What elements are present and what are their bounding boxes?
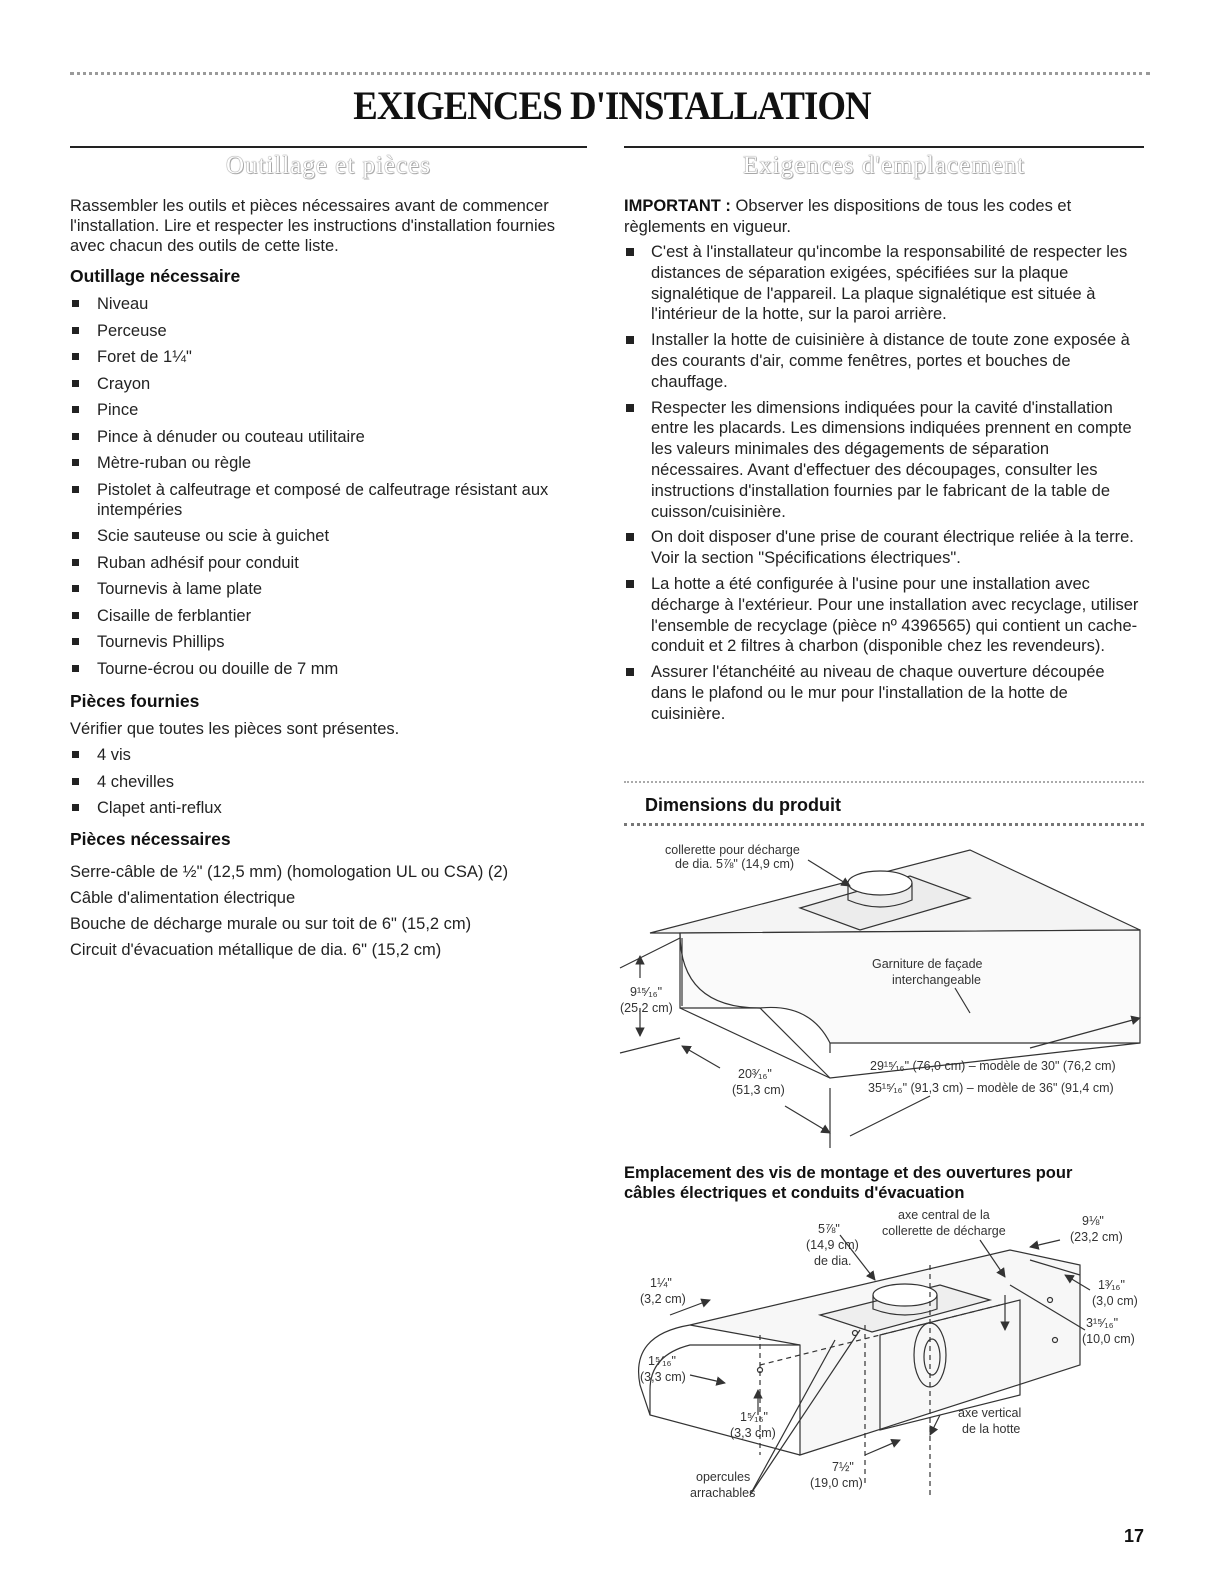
list-item: Clapet anti-reflux [70, 798, 590, 818]
page-title: EXIGENCES D'INSTALLATION [353, 83, 871, 128]
important-label: IMPORTANT : [624, 197, 731, 215]
fig1-collar-label-1: collerette pour décharge [665, 843, 800, 857]
mounting-heading-line-1: Emplacement des vis de montage et des ouvertures pour [624, 1164, 1073, 1182]
list-item: Perceuse [70, 321, 590, 341]
fig2-d5-label-1: 1³⁄₁₆" [1098, 1278, 1125, 1292]
fig2-d5-label-2: (3,0 cm) [1092, 1294, 1138, 1308]
important-note [624, 196, 1144, 237]
needed-item: Bouche de décharge murale ou sur toit de 6" (15,2 cm) [70, 915, 472, 933]
fig2-knock-label-1: opercules [696, 1470, 751, 1484]
dimensions-heading: Dimensions du produit [645, 795, 841, 815]
parts-list [70, 745, 590, 825]
fig2-dia-label-1: 5⅞" [818, 1222, 840, 1236]
important-text: Observer les dispositions de tous les codes et règlements en vigueur. [624, 197, 1072, 236]
fig1-collar-label-2: de dia. 5⅞" (14,9 cm) [675, 857, 795, 871]
list-item: Niveau [70, 294, 590, 314]
list-item: Tournevis Phillips [70, 632, 590, 652]
parts-heading: Pièces fournies [70, 691, 200, 711]
fig2-axis-label-1: axe central de la [898, 1208, 990, 1222]
list-item: 4 chevilles [70, 772, 590, 792]
fig2-d6-label-2: (10,0 cm) [1082, 1332, 1135, 1346]
dimensions-bottom-dots [624, 823, 1144, 826]
tools-list [70, 294, 590, 685]
list-item: Ruban adhésif pour conduit [70, 553, 590, 573]
left-section-title: Outillage et pièces [225, 152, 432, 179]
fig2-vaxis-label-1: axe vertical [958, 1406, 1022, 1420]
list-item: Scie sauteuse ou scie à guichet [70, 526, 590, 546]
mounting-locations-figure [610, 1205, 1150, 1505]
fig2-dia-label-3: de dia. [814, 1254, 852, 1268]
fig2-d4-label-2: (23,2 cm) [1070, 1230, 1123, 1244]
list-item: Pistolet à calfeutrage et composé de calfeutrage résistant aux intempéries [70, 480, 590, 520]
right-section-title: Exigences d'emplacement [742, 152, 1026, 179]
fig2-d1-label-2: (3,2 cm) [640, 1292, 686, 1306]
fig1-depth-label-1: 20³⁄₁₆" [738, 1067, 772, 1081]
list-item: Crayon [70, 374, 590, 394]
fig1-trim-label-2: interchangeable [892, 973, 981, 987]
left-section-rule [70, 146, 587, 148]
list-item: C'est à l'installateur qu'incombe la responsabilité de respecter les distances de séparation exigées, spécifiées sur la plaque signalétique de l'appareil. La plaque signalétique est située à l'intérieur de la hotte, sur la paroi arrière. [624, 242, 1144, 325]
parts-intro: Vérifier que toutes les pièces sont présentes. [70, 720, 400, 738]
product-dimensions-figure [610, 838, 1150, 1158]
list-item: Mètre-ruban ou règle [70, 453, 590, 473]
fig1-width-30-label: 29¹⁵⁄₁₆" (76,0 cm) – modèle de 30" (76,2 cm) [870, 1059, 1116, 1073]
fig2-d2-label-2: (3,3 cm) [640, 1370, 686, 1384]
fig2-dia-label-2: (14,9 cm) [806, 1238, 859, 1252]
fig2-vaxis-label-2: de la hotte [962, 1422, 1021, 1436]
needed-item: Serre-câble de ½" (12,5 mm) (homologation UL ou CSA) (2) [70, 863, 509, 881]
page-number: 17 [1124, 1526, 1145, 1546]
fig2-d1-label-1: 1¼" [650, 1276, 672, 1290]
fig2-d3-label-1: 1⁵⁄₁₆" [740, 1410, 768, 1424]
fig1-depth-label-2: (51,3 cm) [732, 1083, 785, 1097]
fig2-d7-label-1: 7½" [832, 1460, 854, 1474]
list-item: Assurer l'étanchéité au niveau de chaque ouverture découpée dans le plafond ou le mur pour l'installation de la hotte de cuisinière. [624, 662, 1144, 724]
list-item: Respecter les dimensions indiquées pour la cavité d'installation entre les placards. Les dimensions indiquées prennent en compte les valeurs minimales des dégagements de séparation nécessaires. Avant d'effectuer des découpages, consulter les instructions d'installation fournies par le fabricant de la table de cuisson/cuisinière. [624, 398, 1144, 523]
needed-item: Câble d'alimentation électrique [70, 889, 296, 907]
tools-intro: Rassembler les outils et pièces nécessaires avant de commencer l'installation. Lire et respecter les instructions d'installation fournies avec chacun des outils de cette liste. [70, 197, 556, 255]
fig2-d2-label-1: 1⁵⁄₁₆" [648, 1354, 676, 1368]
fig1-height-label-1: 9¹⁵⁄₁₆" [630, 985, 663, 999]
list-item: La hotte a été configurée à l'usine pour une installation avec décharge à l'extérieur. Pour une installation avec recyclage, utiliser l'ensemble de recyclage (pièce nº 4396565) qui contient un cache-conduit et 2 filtres à charbon (disponible chez les revendeurs). [624, 574, 1144, 657]
needed-item: Circuit d'évacuation métallique de dia. 6" (15,2 cm) [70, 941, 442, 959]
fig2-axis-label-2: collerette de décharge [882, 1224, 1006, 1238]
list-item: Tourne-écrou ou douille de 7 mm [70, 659, 590, 679]
needed-list [70, 862, 590, 966]
list-item: Foret de 1¼" [70, 347, 590, 367]
fig2-d7-label-2: (19,0 cm) [810, 1476, 863, 1490]
top-dotted-border [70, 72, 1150, 75]
fig2-d4-label-1: 9⅛" [1082, 1214, 1104, 1228]
list-item: Pince [70, 400, 590, 420]
mounting-heading [624, 1163, 1144, 1203]
list-item: On doit disposer d'une prise de courant électrique reliée à la terre. Voir la section "Spécifications électriques". [624, 527, 1144, 569]
fig2-d3-label-2: (3,3 cm) [730, 1426, 776, 1440]
right-section-rule [624, 146, 1144, 148]
requirements-list [624, 242, 1144, 730]
tools-heading: Outillage nécessaire [70, 266, 241, 286]
fig2-knock-label-2: arrachables [690, 1486, 756, 1500]
list-item: 4 vis [70, 745, 590, 765]
dimensions-top-dots [624, 781, 1144, 783]
fig1-width-36-label: 35¹⁵⁄₁₆" (91,3 cm) – modèle de 36" (91,4 cm) [868, 1081, 1114, 1095]
list-item: Pince à dénuder ou couteau utilitaire [70, 427, 590, 447]
needed-heading: Pièces nécessaires [70, 829, 231, 849]
list-item: Installer la hotte de cuisinière à distance de toute zone exposée à des courants d'air, comme fenêtres, portes et bouches de chauffage. [624, 330, 1144, 392]
fig1-trim-label-1: Garniture de façade [872, 957, 983, 971]
list-item: Cisaille de ferblantier [70, 606, 590, 626]
mounting-heading-line-2: câbles électriques et conduits d'évacuation [624, 1184, 965, 1202]
fig2-d6-label-1: 3¹⁵⁄₁₆" [1086, 1316, 1119, 1330]
list-item: Tournevis à lame plate [70, 579, 590, 599]
fig1-height-label-2: (25,2 cm) [620, 1001, 673, 1015]
